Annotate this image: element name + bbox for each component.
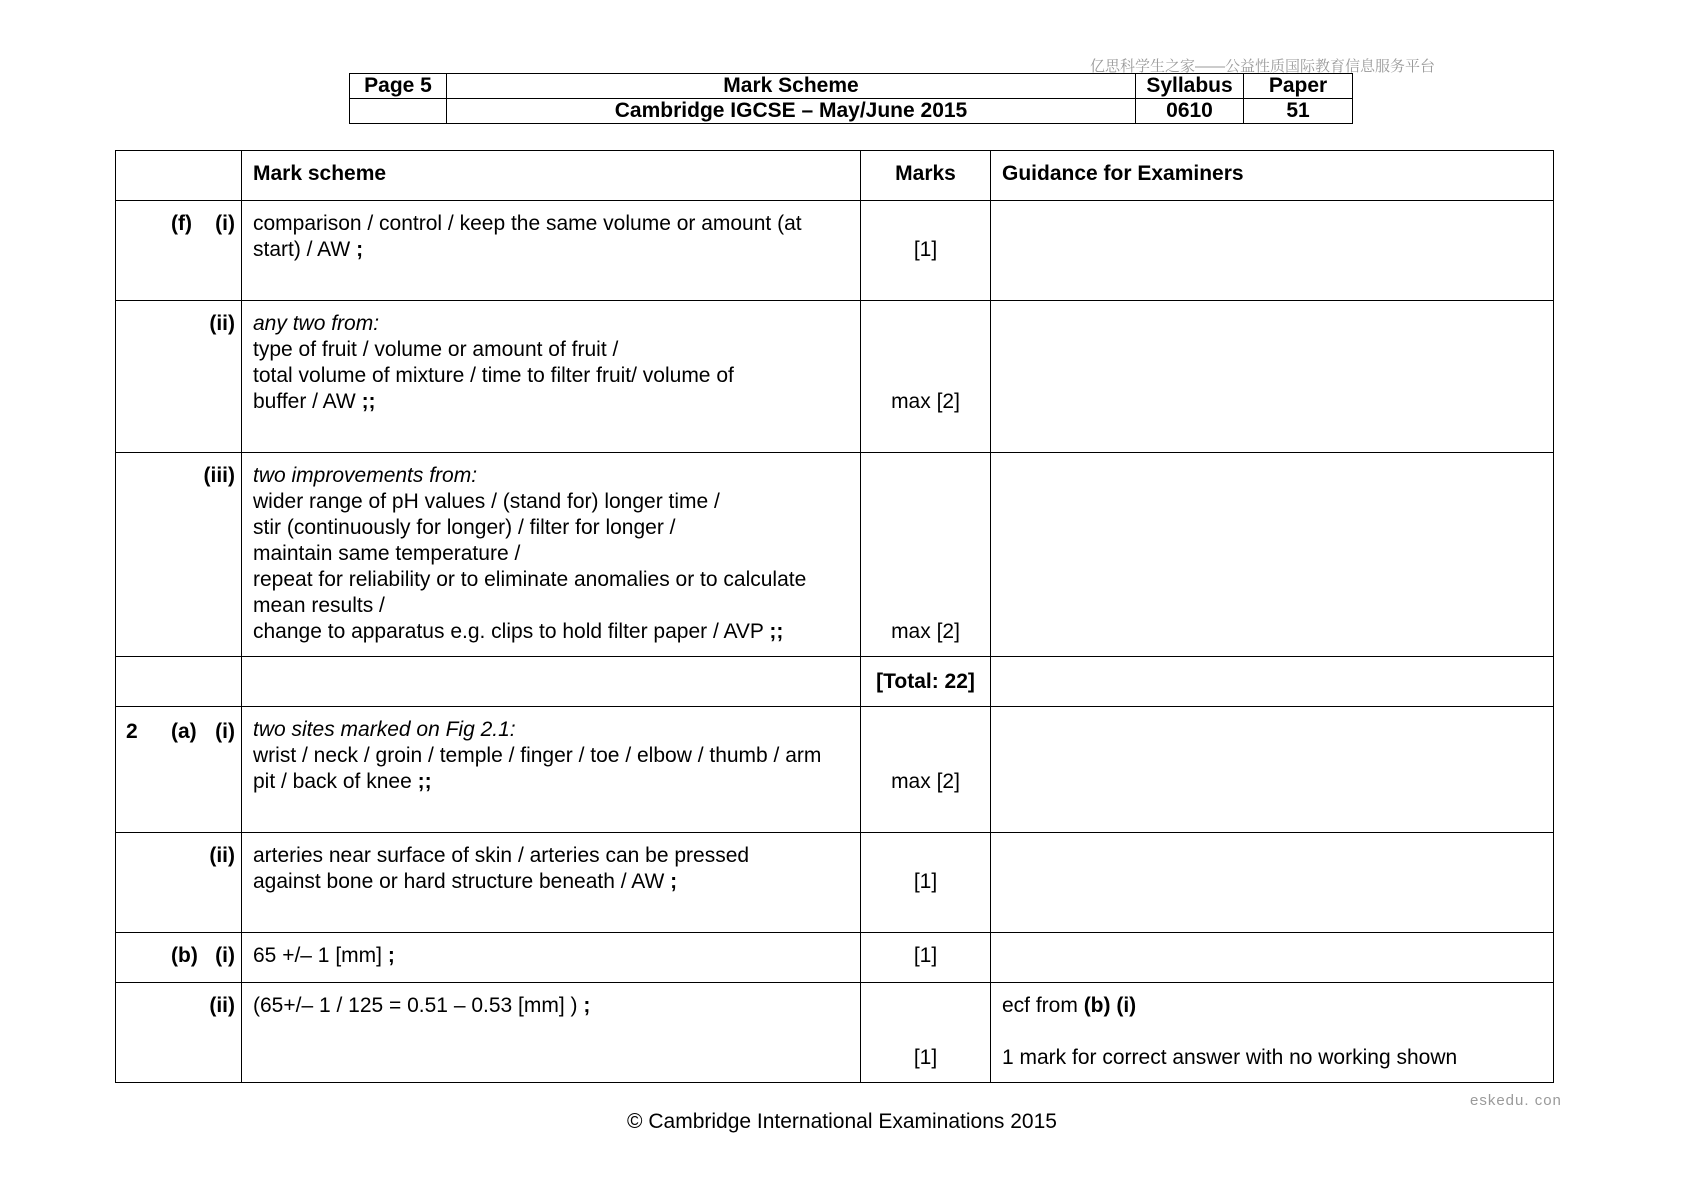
guidance-cell	[991, 833, 1554, 933]
guidance-cell	[991, 707, 1554, 833]
header-syllabus-value: 0610	[1136, 99, 1244, 124]
table-row	[116, 707, 1554, 833]
marks-cell: [1]	[861, 833, 991, 933]
copyright-footer: © Cambridge International Examinations 2015	[627, 1110, 1057, 1133]
watermark-top: 亿思科学生之家——公益性质国际教育信息服务平台	[1090, 58, 1436, 75]
question-ref: (ii)	[116, 983, 242, 1083]
table-row-total	[116, 657, 1554, 707]
marks-cell: max [2]	[861, 707, 991, 833]
marks-cell: [1]	[861, 933, 991, 983]
header-syllabus-label: Syllabus	[1136, 74, 1244, 99]
header-page: Page 5	[350, 74, 447, 99]
col-header-scheme: Mark scheme	[242, 151, 861, 201]
col-header-guidance: Guidance for Examiners	[991, 151, 1554, 201]
header-title: Mark Scheme	[447, 74, 1136, 99]
table-row	[116, 301, 1554, 453]
table-row	[116, 933, 1554, 983]
header-subtitle: Cambridge IGCSE – May/June 2015	[447, 99, 1136, 124]
table-row	[116, 983, 1554, 1083]
guidance-cell: ecf from (b) (i) 1 mark for correct answer with no working shown	[991, 983, 1554, 1083]
header-blank	[350, 99, 447, 124]
marks-cell: max [2]	[861, 453, 991, 657]
guidance-cell	[991, 657, 1554, 707]
question-ref	[116, 657, 242, 707]
guidance-cell	[991, 933, 1554, 983]
total-marks-cell: [Total: 22]	[861, 657, 991, 707]
question-ref: (ii)	[116, 301, 242, 453]
scheme-cell: arteries near surface of skin / arteries can be pressed against bone or hard structure beneath / AW ;	[242, 833, 861, 933]
marks-cell: max [2]	[861, 301, 991, 453]
col-header-marks: Marks	[861, 151, 991, 201]
marks-cell: [1]	[861, 201, 991, 301]
header-paper-value: 51	[1244, 99, 1353, 124]
scheme-cell: (65+/– 1 / 125 = 0.51 – 0.53 [mm] ) ;	[242, 983, 861, 1083]
marks-cell: [1]	[861, 983, 991, 1083]
scheme-cell: any two from: type of fruit / volume or amount of fruit / total volume of mixture / time to filter fruit/ volume of buffer / AW ;;	[242, 301, 861, 453]
mark-scheme-table	[115, 150, 1554, 1083]
scheme-cell: comparison / control / keep the same volume or amount (at start) / AW ;	[242, 201, 861, 301]
table-row	[116, 453, 1554, 657]
ref-header	[116, 151, 242, 201]
question-ref: (iii)	[116, 453, 242, 657]
scheme-cell: 65 +/– 1 [mm] ;	[242, 933, 861, 983]
question-ref: 2 (a) (i)	[116, 707, 242, 833]
question-ref: (b) (i)	[116, 933, 242, 983]
scheme-cell: two sites marked on Fig 2.1: wrist / neck / groin / temple / finger / toe / elbow / thumb / arm pit / back of knee ;;	[242, 707, 861, 833]
header-paper-label: Paper	[1244, 74, 1353, 99]
table-row	[116, 833, 1554, 933]
header-table	[349, 73, 1353, 124]
watermark-bottom: eskedu. con	[1470, 1092, 1562, 1109]
table-row	[116, 201, 1554, 301]
guidance-cell	[991, 301, 1554, 453]
scheme-cell: two improvements from: wider range of pH values / (stand for) longer time / stir (continuously for longer) / filter for longer / maintain same temperature / repeat for reliability or to eliminate anomalies or to calculate mean results / change to apparatus e.g. clips to hold filter paper / AVP ;;	[242, 453, 861, 657]
question-ref: (ii)	[116, 833, 242, 933]
guidance-cell	[991, 201, 1554, 301]
question-ref: (f) (i)	[116, 201, 242, 301]
table-header-row	[116, 151, 1554, 201]
guidance-cell	[991, 453, 1554, 657]
scheme-cell	[242, 657, 861, 707]
